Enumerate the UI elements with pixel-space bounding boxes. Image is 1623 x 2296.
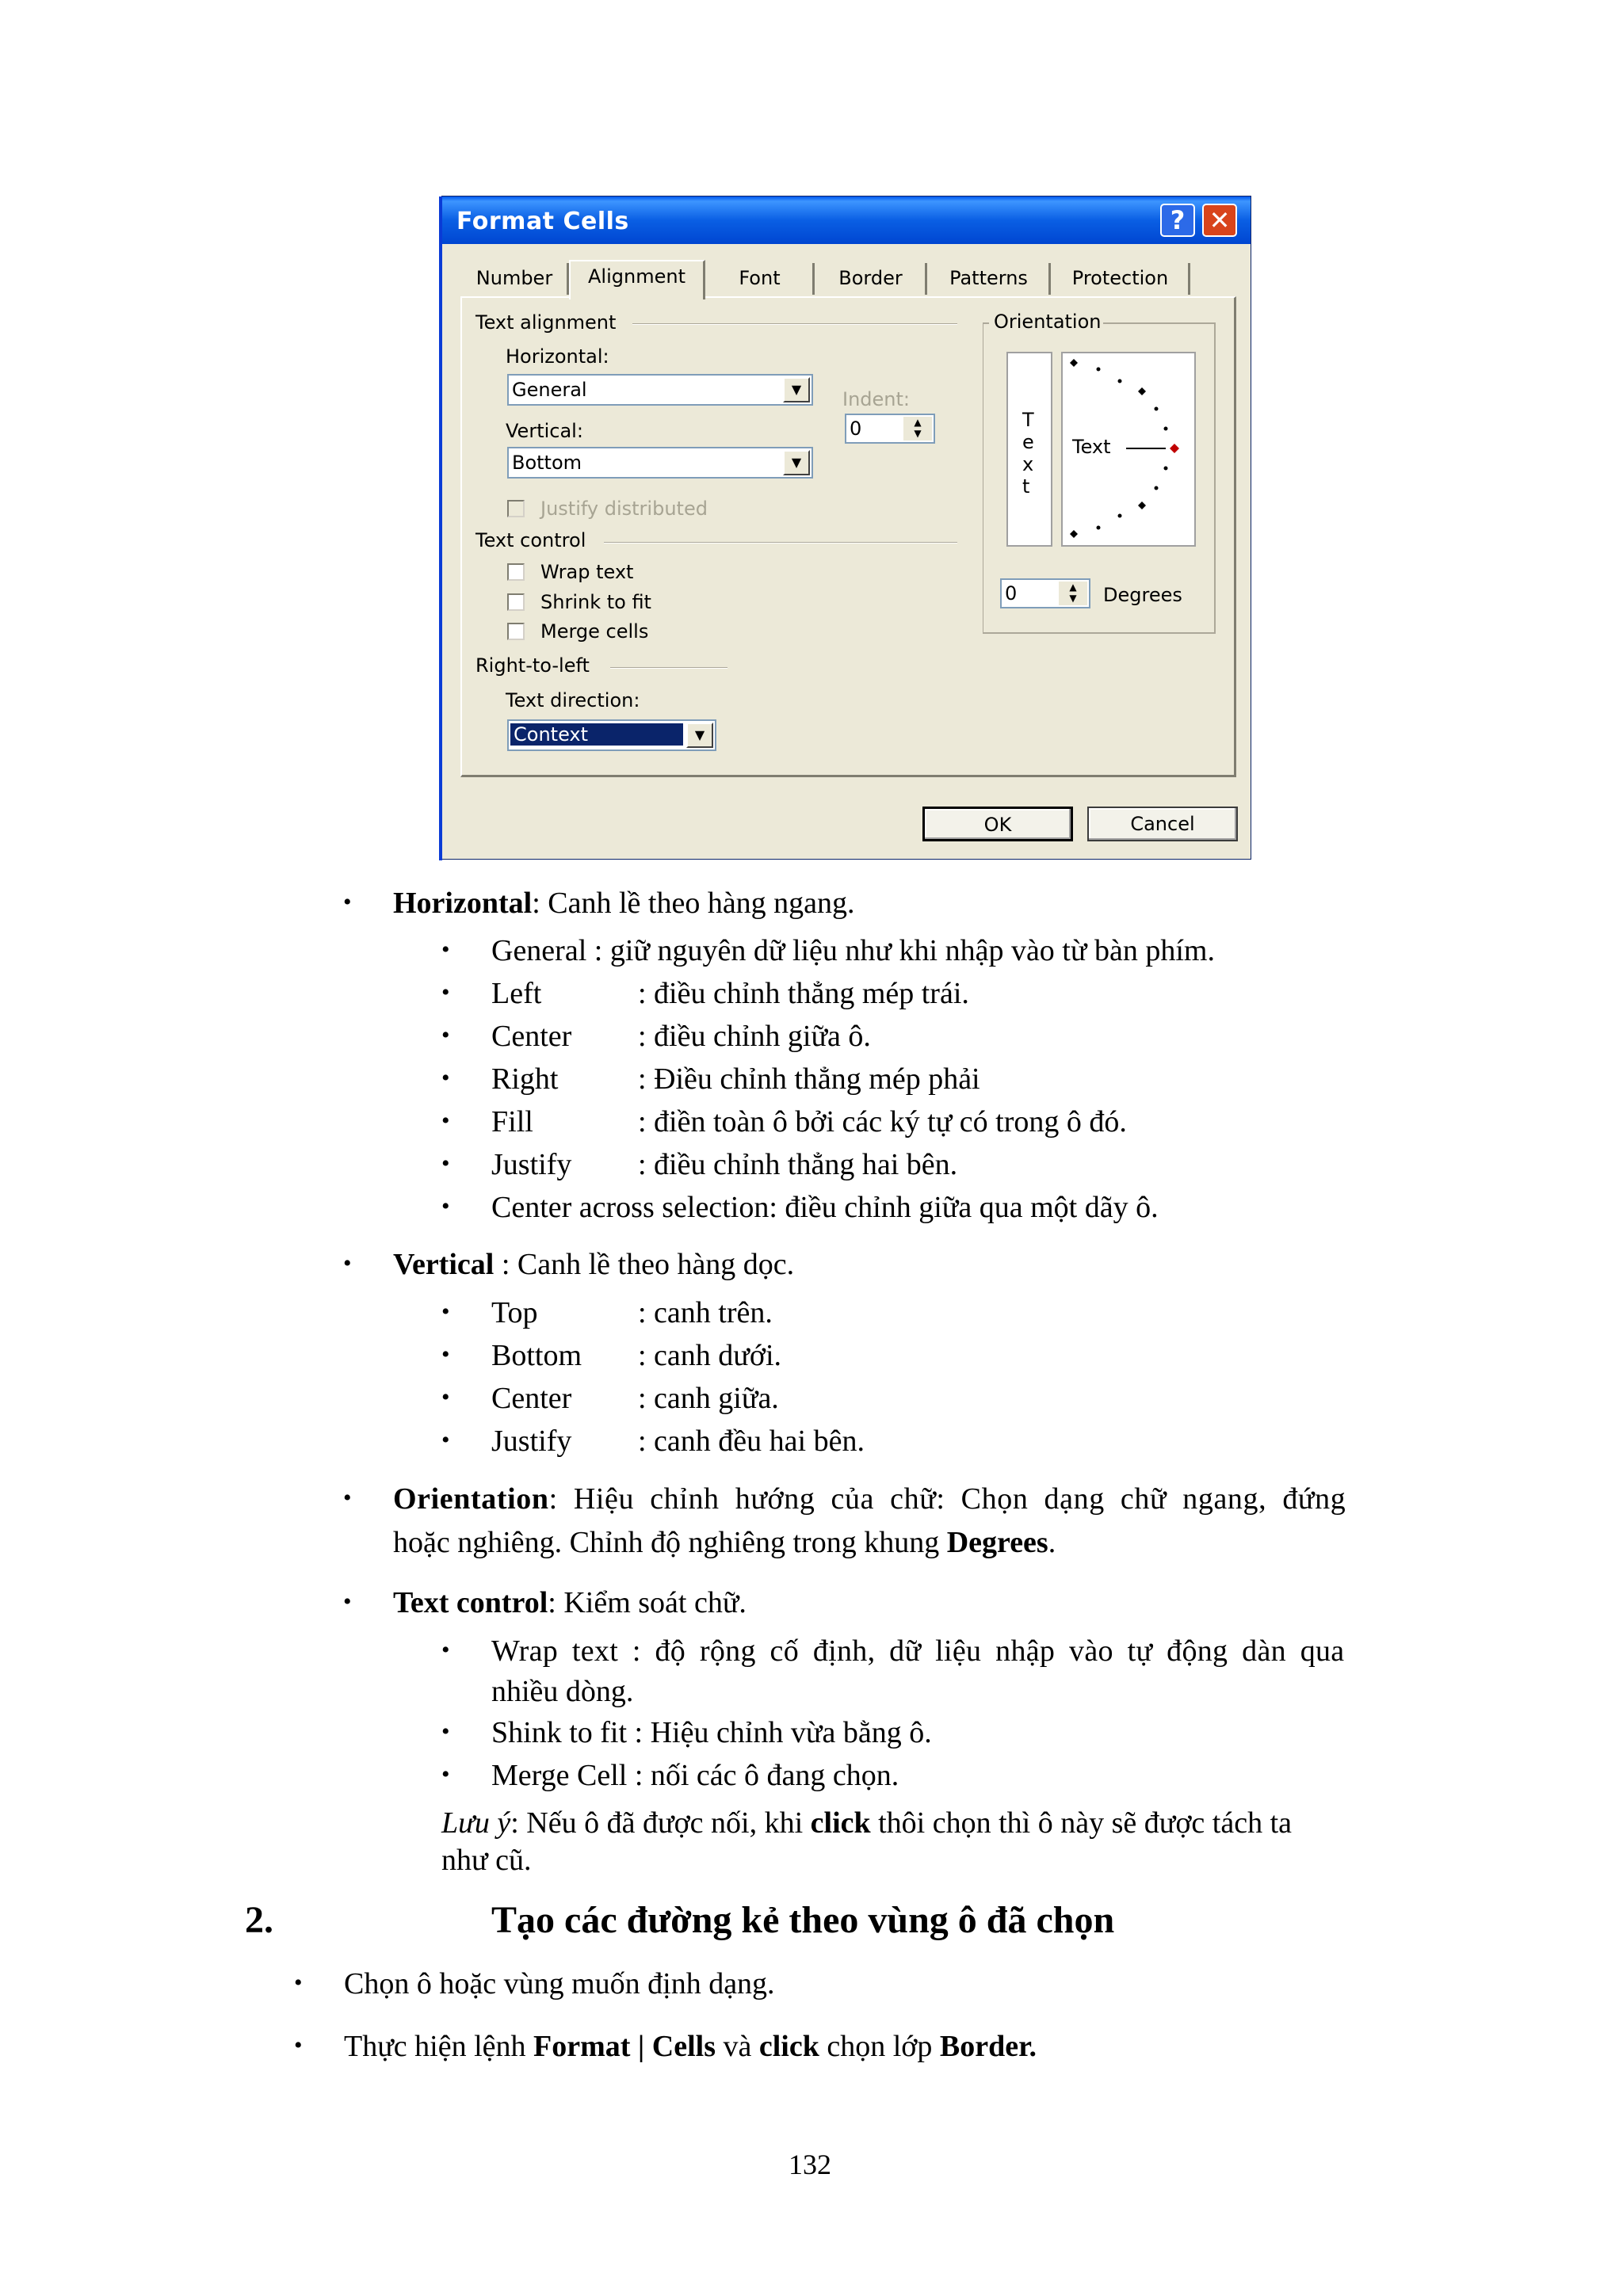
dialog-title: Format Cells <box>456 208 629 235</box>
item-desc: : giữ nguyên dữ liệu như khi nhập vào từ bàn phím. <box>586 934 1215 967</box>
tab-patterns[interactable]: Patterns <box>929 263 1051 295</box>
text: và <box>716 2030 759 2063</box>
horizontal-heading <box>393 888 855 918</box>
horizontal-select[interactable] <box>507 374 813 406</box>
page-number: 132 <box>789 2149 831 2180</box>
item-desc: : canh trên. <box>638 1296 773 1329</box>
item-name: Bottom <box>491 1339 582 1372</box>
shrink-to-fit-label: Shrink to fit <box>540 591 651 613</box>
term-desc: : Canh lề theo hàng ngang. <box>532 887 855 920</box>
shrink-item: Shink to fit : Hiệu chỉnh vừa bằng ô. <box>491 1716 932 1749</box>
shrink-to-fit-checkbox[interactable] <box>507 593 525 611</box>
text-direction-label: Text direction: <box>506 689 640 711</box>
note-text-b: thôi chọn thì ô này sẽ được tách ta <box>870 1806 1293 1840</box>
vertical-text-char: t <box>1022 475 1030 498</box>
item-desc: : điều chỉnh thẳng hai bên. <box>638 1148 958 1181</box>
text: Thực hiện lệnh <box>344 2030 534 2063</box>
list-item <box>491 1192 1159 1222</box>
tab-font[interactable]: Font <box>707 263 815 295</box>
justify-distributed-checkbox[interactable] <box>507 500 525 517</box>
orientation-line-1 <box>393 1484 1346 1514</box>
note-text-a: : Nếu ô đã được nối, khi <box>510 1806 811 1840</box>
dialog-left-edge <box>439 196 442 860</box>
orientation-line-2-text: hoặc nghiêng. Chỉnh độ nghiêng trong khung <box>393 1526 947 1559</box>
justify-distributed-label: Justify distributed <box>540 498 708 520</box>
degrees-spinner[interactable] <box>1000 578 1090 608</box>
bullet: • <box>441 979 450 1005</box>
term-desc: : Hiệu chỉnh hướng của chữ: Chọn dạng chữ ngang, đứng <box>548 1482 1346 1516</box>
wrap-text-label: Wrap text <box>540 561 634 583</box>
bullet: • <box>441 1761 450 1787</box>
bullet: • <box>343 1250 352 1276</box>
indent-value: 0 <box>850 418 862 440</box>
merge-item: Merge Cell : nối các ô đang chọn. <box>491 1759 899 1792</box>
orientation-group-label: Orientation <box>994 311 1102 333</box>
cancel-button[interactable]: Cancel <box>1087 807 1238 841</box>
bullet: • <box>343 889 352 915</box>
note-line-1 <box>441 1808 1292 1838</box>
bullet: • <box>294 1970 303 1996</box>
orientation-dial-text: Text <box>1072 436 1111 458</box>
bullet: • <box>343 1589 352 1615</box>
text: chọn lớp <box>819 2030 940 2063</box>
title-bar[interactable] <box>442 196 1251 244</box>
chevron-down-icon[interactable]: ▼ <box>686 723 713 748</box>
term-desc: : Kiểm soát chữ. <box>548 1586 747 1619</box>
bullet: • <box>441 1384 450 1410</box>
format-cells-dialog <box>441 196 1251 860</box>
tab-alignment[interactable]: Alignment <box>569 260 705 299</box>
item-desc: : canh giữa. <box>638 1382 779 1415</box>
vertical-text-char: e <box>1022 431 1034 453</box>
close-button[interactable]: ✕ <box>1202 204 1237 237</box>
item-name: General <box>491 934 587 967</box>
vertical-select[interactable] <box>507 447 813 479</box>
term: Text control <box>393 1586 548 1619</box>
bullet: • <box>441 1341 450 1367</box>
term-desc: : Canh lề theo hàng dọc. <box>494 1248 795 1281</box>
note-label: Lưu ý <box>441 1806 511 1840</box>
bullet: • <box>441 1718 450 1745</box>
help-button[interactable]: ? <box>1160 204 1195 237</box>
border-term: Border. <box>939 2030 1037 2063</box>
right-to-left-group-label: Right-to-left <box>475 654 590 677</box>
bullet: • <box>441 1193 450 1219</box>
orientation-dial[interactable] <box>1061 352 1196 547</box>
note-line-2: như cũ. <box>441 1844 532 1877</box>
item-name: Left <box>491 977 542 1010</box>
item-desc: : canh đều hai bên. <box>638 1425 865 1458</box>
vertical-heading <box>393 1249 794 1280</box>
vertical-text-char: x <box>1022 453 1034 475</box>
tab-protection[interactable]: Protection <box>1052 263 1190 295</box>
text-control-heading <box>393 1588 747 1618</box>
section2-item-2 <box>344 2031 1037 2061</box>
bullet: • <box>441 936 450 963</box>
item-desc: : canh dưới. <box>638 1339 782 1372</box>
vertical-text-box[interactable] <box>1006 352 1052 547</box>
term: Horizontal <box>393 887 533 920</box>
degrees-value: 0 <box>1005 582 1018 605</box>
bullet: • <box>441 1108 450 1134</box>
vertical-text-char: T <box>1022 409 1034 431</box>
item-name: Fill <box>491 1105 533 1138</box>
tab-number[interactable]: Number <box>462 263 569 295</box>
text-control-group-label: Text control <box>475 529 586 551</box>
item-desc: : điều chỉnh giữa ô. <box>638 1020 871 1053</box>
bullet: • <box>441 1150 450 1177</box>
section2-item-1: Chọn ô hoặc vùng muốn định dạng. <box>344 1967 775 2000</box>
item-name: Center <box>491 1020 572 1053</box>
item-name: Center across selection <box>491 1191 769 1224</box>
horizontal-label: Horizontal: <box>506 345 609 368</box>
vertical-label: Vertical: <box>506 420 583 442</box>
wrap-text-checkbox[interactable] <box>507 563 525 581</box>
merge-cells-checkbox[interactable] <box>507 623 525 640</box>
note-click: click <box>810 1806 871 1840</box>
term: Vertical <box>393 1248 495 1281</box>
bullet: • <box>441 1299 450 1325</box>
degrees-term: Degrees <box>946 1526 1048 1559</box>
bullet: • <box>441 1427 450 1453</box>
item-desc: : điều chỉnh thẳng mép trái. <box>638 977 969 1010</box>
indent-spinner[interactable] <box>845 414 935 444</box>
bullet: • <box>441 1637 450 1663</box>
indent-label: Indent: <box>842 388 910 410</box>
spinner-arrows-icon[interactable]: ▲ ▼ <box>903 417 932 441</box>
tab-border[interactable]: Border <box>816 263 927 295</box>
chevron-down-icon[interactable]: ▼ <box>783 377 810 402</box>
horizontal-select-value: General <box>512 379 587 401</box>
bullet: • <box>294 2032 303 2058</box>
section-title: Tạo các đường kẻ theo vùng ô đã chọn <box>491 1899 1115 1941</box>
bullet: • <box>441 1065 450 1091</box>
item-name: Right <box>491 1062 559 1096</box>
spinner-arrows-icon[interactable]: ▲ ▼ <box>1059 582 1087 605</box>
orientation-line-2 <box>393 1527 1056 1558</box>
click-term: click <box>758 2030 819 2063</box>
text-control-divider <box>604 542 957 543</box>
merge-cells-label: Merge cells <box>540 620 649 643</box>
section-number: 2. <box>245 1899 273 1941</box>
menu-path: Format | Cells <box>533 2030 716 2063</box>
text-direction-select-value: Context <box>510 723 683 746</box>
text-direction-select[interactable] <box>507 719 716 751</box>
item-name: Justify <box>491 1425 572 1458</box>
list-item <box>491 936 1215 966</box>
bullet: • <box>441 1022 450 1048</box>
text-alignment-divider <box>632 323 957 325</box>
item-desc: : Điều chỉnh thẳng mép phải <box>638 1062 980 1096</box>
ok-button[interactable]: OK <box>922 807 1073 841</box>
period: . <box>1048 1526 1056 1559</box>
chevron-down-icon[interactable]: ▼ <box>783 450 810 475</box>
vertical-select-value: Bottom <box>512 452 582 474</box>
item-desc: : điều chỉnh giữa qua một dãy ô. <box>769 1191 1159 1224</box>
wrap-text-line-1: Wrap text : độ rộng cố định, dữ liệu nhập vào tự động dàn qua <box>491 1634 1345 1668</box>
text-alignment-group-label: Text alignment <box>475 311 617 334</box>
bullet: • <box>343 1485 352 1511</box>
item-name: Top <box>491 1296 538 1329</box>
item-name: Center <box>491 1382 572 1415</box>
degrees-label: Degrees <box>1103 584 1182 606</box>
term: Orientation <box>393 1482 549 1516</box>
item-name: Justify <box>491 1148 572 1181</box>
wrap-text-line-2: nhiều dòng. <box>491 1675 634 1708</box>
right-to-left-divider <box>610 667 727 669</box>
item-desc: : điền toàn ô bởi các ký tự có trong ô đó. <box>638 1105 1127 1138</box>
